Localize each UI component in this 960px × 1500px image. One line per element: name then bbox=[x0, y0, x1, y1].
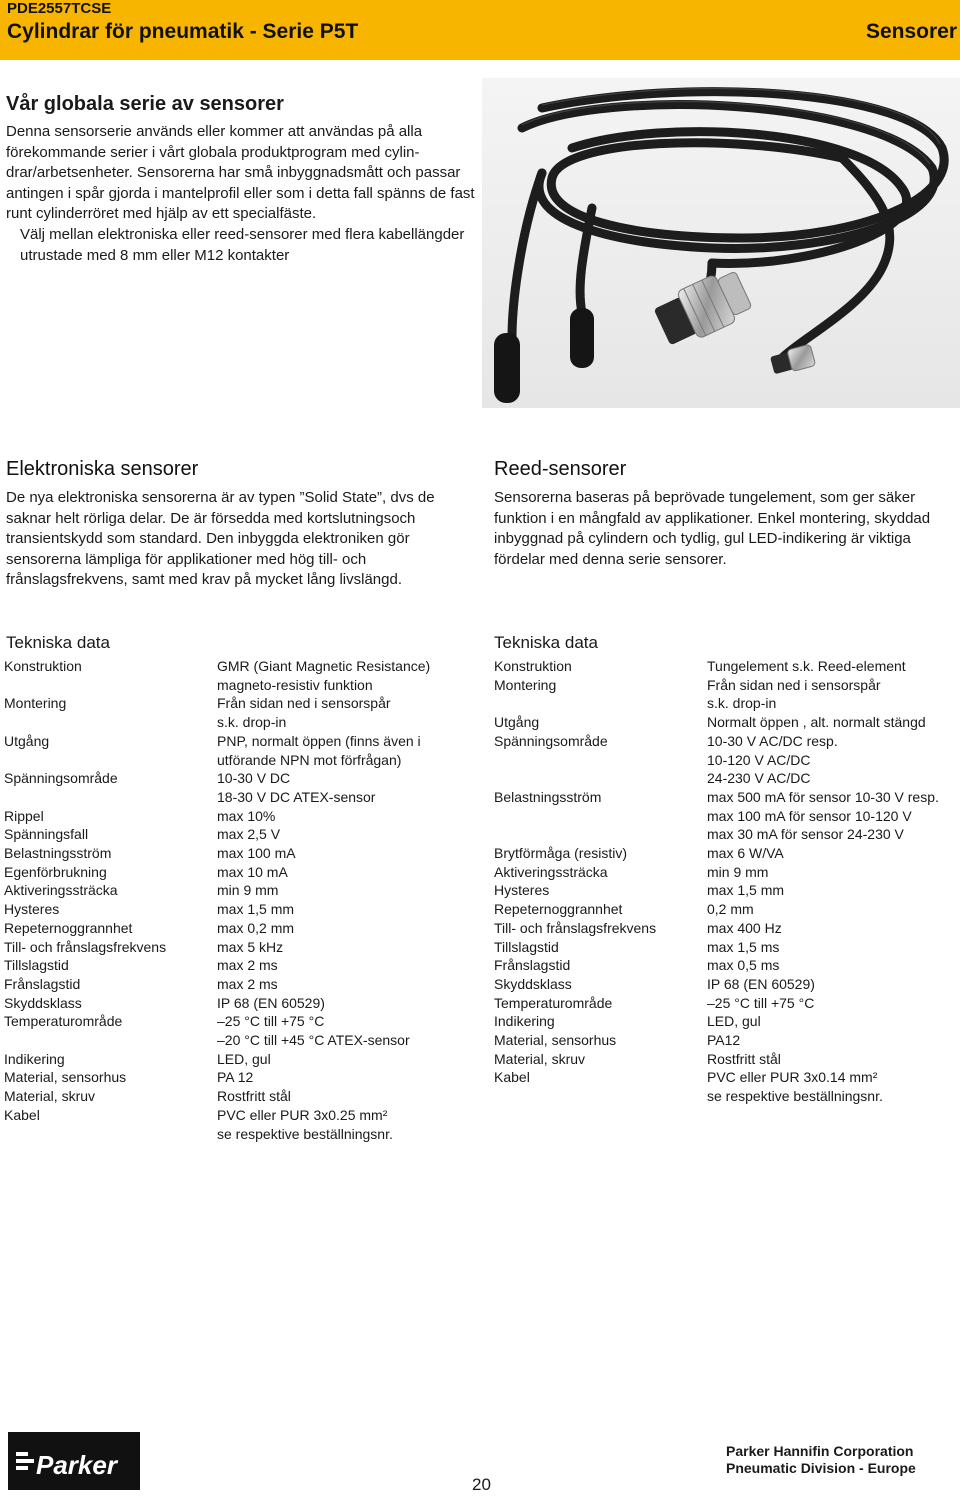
spec-value-line: –25 °C till +75 °C bbox=[707, 994, 815, 1011]
spec-value bbox=[707, 1050, 956, 1069]
spec-label: Belastningsström bbox=[494, 788, 602, 805]
spec-row bbox=[494, 713, 956, 732]
spec-value bbox=[217, 844, 474, 863]
spec-value-line: max 6 W/VA bbox=[707, 845, 784, 862]
spec-value bbox=[217, 975, 474, 994]
spec-row bbox=[4, 881, 474, 900]
spec-label: Brytförmåga (resistiv) bbox=[494, 845, 628, 862]
spec-value-line: PVC eller PUR 3x0.14 mm² bbox=[707, 1069, 878, 1086]
spec-value-line: se respektive beställningsnr. bbox=[707, 1088, 883, 1105]
spec-label: Indikering bbox=[494, 1013, 555, 1030]
spec-label: Konstruktion bbox=[494, 658, 572, 674]
spec-row bbox=[494, 881, 956, 900]
spec-value-line: Från sidan ned i sensorspår bbox=[217, 695, 391, 712]
electronic-spec-table bbox=[4, 657, 474, 1143]
spec-label: Kabel bbox=[4, 1106, 40, 1123]
spec-value-line: Normalt öppen , alt. normalt stängd bbox=[707, 714, 926, 731]
spec-value-line: min 9 mm bbox=[217, 882, 279, 899]
spec-value bbox=[217, 657, 474, 694]
spec-value bbox=[707, 900, 956, 919]
reed-text: Sensorerna baseras på beprövade tungelement, som ger säker funktion i en mångfald av applikationer. Enkel montering, skyddad inbyggnad på cylindern och tydlig, gul LED-indikering är viktiga fördelar med denna serie sensorer. bbox=[494, 489, 931, 568]
spec-value bbox=[707, 881, 956, 900]
spec-value-line: max 5 kHz bbox=[217, 938, 284, 955]
spec-label: Skyddsklass bbox=[494, 975, 572, 992]
spec-value bbox=[217, 825, 474, 844]
company-division: Pneumatic Division - Europe bbox=[726, 1460, 916, 1476]
spec-row bbox=[494, 1012, 956, 1031]
spec-value-line: max 0,5 ms bbox=[707, 957, 780, 974]
spec-label: Konstruktion bbox=[4, 658, 82, 674]
spec-value-line: Från sidan ned i sensorspår bbox=[707, 676, 881, 693]
spec-label: Aktiveringssträcka bbox=[4, 882, 118, 899]
spec-row bbox=[4, 994, 474, 1013]
spec-row bbox=[494, 788, 956, 844]
spec-value-line: LED, gul bbox=[707, 1013, 761, 1030]
spec-row bbox=[4, 956, 474, 975]
company-name: Parker Hannifin Corporation bbox=[726, 1443, 914, 1459]
spec-row bbox=[4, 769, 474, 806]
spec-value bbox=[707, 1068, 956, 1105]
spec-value bbox=[217, 863, 474, 882]
spec-value bbox=[707, 994, 956, 1013]
spec-value-line: max 1,5 ms bbox=[707, 938, 780, 955]
spec-label: Repeternoggrannhet bbox=[494, 901, 623, 918]
spec-label: Temperaturområde bbox=[4, 1013, 123, 1030]
spec-value-line: max 0,2 mm bbox=[217, 919, 295, 936]
spec-label: Tillslagstid bbox=[494, 938, 559, 955]
spec-value-line: IP 68 (EN 60529) bbox=[217, 994, 325, 1011]
spec-label: Indikering bbox=[4, 1050, 65, 1067]
reed-spec-table bbox=[494, 657, 956, 1106]
spec-value-line: Tungelement s.k. Reed-element bbox=[707, 658, 906, 674]
spec-value-line: max 100 mA för sensor 10-120 V bbox=[707, 807, 912, 824]
spec-label: Egenförbrukning bbox=[4, 863, 107, 880]
spec-label: Frånslagstid bbox=[494, 957, 571, 974]
spec-label: Belastningsström bbox=[4, 845, 112, 862]
company-info bbox=[726, 1443, 916, 1477]
spec-value-line: IP 68 (EN 60529) bbox=[707, 975, 815, 992]
spec-value bbox=[707, 938, 956, 957]
spec-value-line: PNP, normalt öppen (finns även i bbox=[217, 732, 421, 749]
spec-value-line: 10-30 V DC bbox=[217, 770, 291, 787]
spec-row bbox=[494, 844, 956, 863]
spec-label: Kabel bbox=[494, 1069, 530, 1086]
spec-value bbox=[707, 657, 956, 676]
spec-value-line: max 2,5 V bbox=[217, 826, 281, 843]
spec-label: Montering bbox=[4, 695, 67, 712]
spec-label: Till- och frånslagsfrekvens bbox=[4, 938, 167, 955]
spec-row bbox=[494, 1031, 956, 1050]
spec-value bbox=[217, 732, 474, 769]
spec-row bbox=[4, 919, 474, 938]
spec-value bbox=[217, 994, 474, 1013]
parker-logo bbox=[8, 1432, 140, 1490]
spec-value bbox=[217, 1012, 474, 1049]
spec-value bbox=[707, 956, 956, 975]
spec-value-line: s.k. drop-in bbox=[217, 714, 287, 731]
spec-value-line: max 500 mA för sensor 10-30 V resp. bbox=[707, 788, 939, 805]
spec-value bbox=[707, 676, 956, 713]
spec-row bbox=[4, 694, 474, 731]
spec-row bbox=[494, 900, 956, 919]
spec-label: Montering bbox=[494, 676, 557, 693]
spec-row bbox=[4, 1087, 474, 1106]
spec-value bbox=[707, 1031, 956, 1050]
spec-value bbox=[217, 769, 474, 806]
spec-label: Spänningsområde bbox=[494, 732, 608, 749]
spec-value bbox=[217, 919, 474, 938]
spec-row bbox=[494, 938, 956, 957]
spec-value bbox=[217, 1106, 474, 1143]
section-title: Sensorer bbox=[865, 20, 957, 43]
spec-row bbox=[4, 1068, 474, 1087]
spec-value-line: 18-30 V DC ATEX-sensor bbox=[217, 788, 376, 805]
spec-value-line: utförande NPN mot förfrågan) bbox=[217, 751, 402, 768]
sensor-cables-photo bbox=[482, 78, 960, 408]
spec-value-line: max 2 ms bbox=[217, 957, 278, 974]
spec-row bbox=[4, 1012, 474, 1049]
reed-heading: Reed-sensorer bbox=[494, 458, 627, 480]
spec-label: Frånslagstid bbox=[4, 975, 81, 992]
document-code: PDE2557TCSE bbox=[7, 0, 112, 17]
spec-value-line: max 10% bbox=[217, 807, 276, 824]
spec-value-line: min 9 mm bbox=[707, 863, 769, 880]
spec-value bbox=[707, 713, 956, 732]
spec-label: Spänningsfall bbox=[4, 826, 89, 843]
spec-value bbox=[217, 694, 474, 731]
spec-label: Material, sensorhus bbox=[494, 1032, 617, 1049]
spec-value bbox=[707, 788, 956, 844]
reed-tech-heading: Tekniska data bbox=[494, 633, 598, 652]
spec-value bbox=[217, 807, 474, 826]
spec-value-line: Rostfritt stål bbox=[217, 1088, 291, 1105]
spec-row bbox=[494, 863, 956, 882]
spec-value-line: s.k. drop-in bbox=[707, 695, 777, 712]
spec-value-line: 10-30 V AC/DC resp. bbox=[707, 732, 838, 749]
spec-value-line: PA 12 bbox=[217, 1069, 254, 1086]
document-title: Cylindrar för pneumatik - Serie P5T bbox=[7, 20, 359, 43]
spec-row bbox=[4, 825, 474, 844]
spec-value-line: max 10 mA bbox=[217, 863, 288, 880]
spec-value-line: max 400 Hz bbox=[707, 919, 782, 936]
spec-row bbox=[4, 807, 474, 826]
spec-label: Material, skruv bbox=[494, 1050, 586, 1067]
intro-paragraph-2: Välj mellan elektroniska eller reed-sensorer med flera kabellängder utrustade med 8 mm eller M12 kontakter bbox=[20, 225, 465, 264]
spec-value-line: LED, gul bbox=[217, 1050, 271, 1067]
spec-label: Aktiveringssträcka bbox=[494, 863, 608, 880]
spec-label: Skyddsklass bbox=[4, 994, 82, 1011]
spec-label: Hysteres bbox=[4, 901, 60, 918]
spec-value-line: GMR (Giant Magnetic Resistance) bbox=[217, 658, 431, 674]
spec-value-line: max 2 ms bbox=[217, 975, 278, 992]
spec-label: Material, skruv bbox=[4, 1088, 96, 1105]
electronic-heading: Elektroniska sensorer bbox=[6, 458, 199, 480]
spec-row bbox=[494, 1050, 956, 1069]
spec-value-line: se respektive beställningsnr. bbox=[217, 1125, 393, 1142]
spec-row bbox=[494, 1068, 956, 1105]
spec-value-line: –25 °C till +75 °C bbox=[217, 1013, 325, 1030]
spec-row bbox=[494, 919, 956, 938]
spec-row bbox=[4, 863, 474, 882]
electronic-tech-heading: Tekniska data bbox=[6, 633, 110, 652]
spec-row bbox=[494, 732, 956, 788]
spec-value-line: –20 °C till +45 °C ATEX-sensor bbox=[217, 1032, 410, 1049]
spec-label: Hysteres bbox=[494, 882, 550, 899]
spec-value-line: max 1,5 mm bbox=[707, 882, 785, 899]
spec-value-line: 10-120 V AC/DC bbox=[707, 751, 811, 768]
spec-value bbox=[707, 844, 956, 863]
spec-value bbox=[707, 975, 956, 994]
spec-row bbox=[4, 732, 474, 769]
electronic-text: De nya elektroniska sensorerna är av typen ”Solid State”, dvs de saknar helt rörliga delar. De är försedda med kortslutningsoch transientskydd som standard. Den inbyggda elektroniken gör sensorerna lämpliga för applikationer med hög till- och frånslagsfrekvens, samt med krav på mycket lång livslängd. bbox=[6, 489, 435, 589]
spec-value-line: Rostfritt stål bbox=[707, 1050, 781, 1067]
spec-value bbox=[707, 732, 956, 788]
spec-value-line: 0,2 mm bbox=[707, 901, 754, 918]
spec-value-line: max 100 mA bbox=[217, 845, 296, 862]
spec-value bbox=[217, 881, 474, 900]
spec-value-line: 24-230 V AC/DC bbox=[707, 770, 811, 787]
spec-label: Repeternoggrannhet bbox=[4, 919, 133, 936]
spec-row bbox=[494, 657, 956, 676]
spec-row bbox=[494, 956, 956, 975]
spec-row bbox=[494, 994, 956, 1013]
spec-row bbox=[4, 975, 474, 994]
spec-row bbox=[4, 844, 474, 863]
spec-row bbox=[494, 676, 956, 713]
intro-heading: Vår globala serie av sensorer bbox=[6, 93, 284, 115]
spec-label: Tillslagstid bbox=[4, 957, 69, 974]
spec-value bbox=[707, 919, 956, 938]
spec-row bbox=[4, 1050, 474, 1069]
spec-label: Spänningsområde bbox=[4, 770, 118, 787]
spec-label: Utgång bbox=[494, 714, 540, 731]
spec-row bbox=[4, 657, 474, 694]
spec-row bbox=[4, 938, 474, 957]
spec-value-line: max 1,5 mm bbox=[217, 901, 295, 918]
spec-value-line: max 30 mA för sensor 24-230 V bbox=[707, 826, 904, 843]
spec-label: Temperaturområde bbox=[494, 994, 613, 1011]
spec-value bbox=[707, 1012, 956, 1031]
spec-value-line: magneto-resistiv funktion bbox=[217, 676, 373, 693]
logo-text: Parker bbox=[36, 1450, 117, 1480]
spec-label: Material, sensorhus bbox=[4, 1069, 127, 1086]
spec-value bbox=[217, 1050, 474, 1069]
spec-value bbox=[707, 863, 956, 882]
spec-label: Rippel bbox=[4, 807, 44, 824]
spec-label: Utgång bbox=[4, 732, 50, 749]
spec-value-line: PA12 bbox=[707, 1032, 741, 1049]
spec-value bbox=[217, 900, 474, 919]
spec-row bbox=[4, 900, 474, 919]
intro-text bbox=[6, 122, 476, 266]
spec-value bbox=[217, 1068, 474, 1087]
spec-label: Till- och frånslagsfrekvens bbox=[494, 919, 657, 936]
intro-paragraph-1: Denna sensorserie används eller kommer att användas på alla förekommande serier i vårt globala produktprogram med cylindrar/arbetsenheter. Sensorerna har små inbyggnadsmått och passar antingen i spår gjorda i mantelprofil eller som i detta fall spänns de fast runt cylinderröret med hjälp av ett specialfäste. bbox=[6, 123, 475, 223]
spec-value bbox=[217, 956, 474, 975]
spec-value-line: PVC eller PUR 3x0.25 mm² bbox=[217, 1106, 388, 1123]
spec-row bbox=[4, 1106, 474, 1143]
spec-value bbox=[217, 1087, 474, 1106]
spec-row bbox=[494, 975, 956, 994]
spec-value bbox=[217, 938, 474, 957]
page-number: 20 bbox=[472, 1475, 491, 1494]
